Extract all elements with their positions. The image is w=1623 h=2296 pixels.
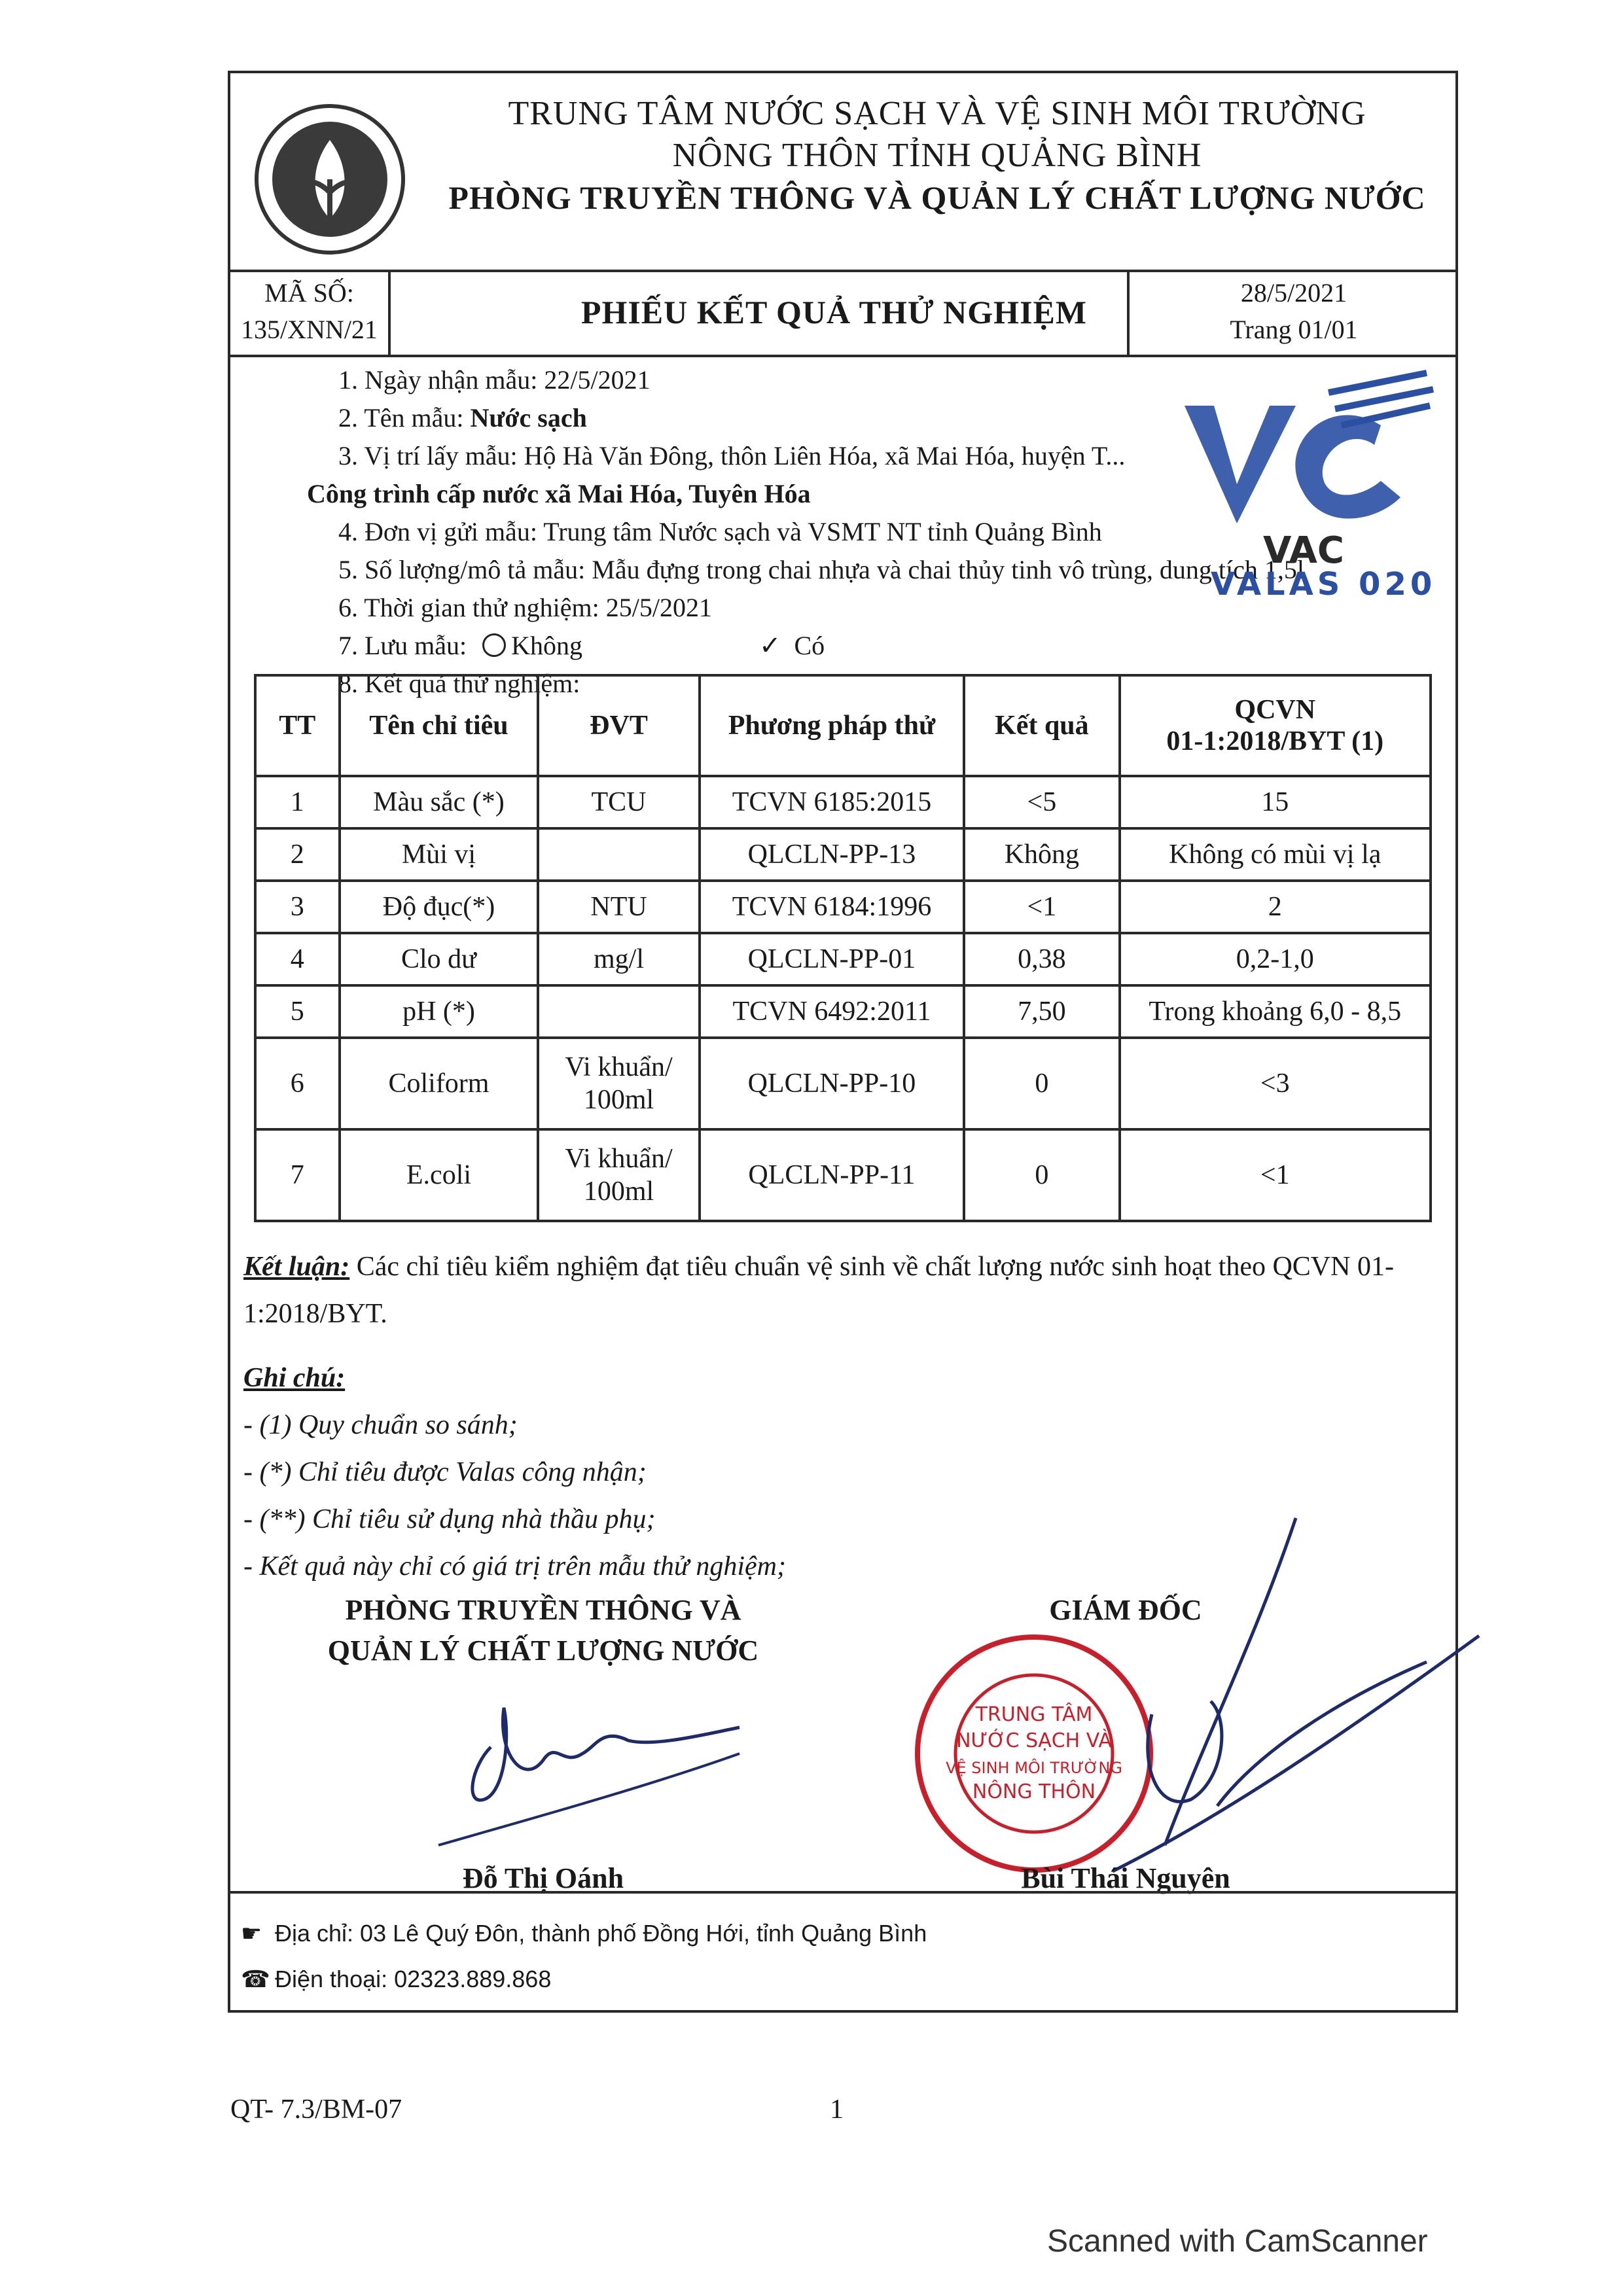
organization-name xyxy=(427,93,1448,219)
document-footer xyxy=(228,1891,1458,2015)
check-icon: ✓ xyxy=(758,631,781,660)
footer-phone xyxy=(241,1966,551,1993)
cell-tt: 5 xyxy=(255,985,340,1038)
form-code: QT- 7.3/BM-07 xyxy=(230,2094,402,2125)
header-method: Phương pháp thử xyxy=(700,675,965,776)
results-table xyxy=(254,674,1432,1222)
cell-standard: <3 xyxy=(1120,1038,1431,1129)
code-label: MÃ SỐ: xyxy=(264,278,354,308)
storage-label: 7. Lưu mẫu: xyxy=(338,631,467,660)
cell-method: QLCLN-PP-01 xyxy=(700,933,965,985)
right-title: GIÁM ĐỐC xyxy=(1049,1594,1202,1626)
header-parameter: Tên chỉ tiêu xyxy=(340,675,539,776)
title-row xyxy=(230,270,1455,357)
header-standard-line1: QCVN xyxy=(1234,695,1316,725)
address-text: Địa chỉ: 03 Lê Quý Đôn, thành phố Đồng Hới, tỉnh Quảng Bình xyxy=(275,1920,927,1947)
cell-unit xyxy=(538,828,699,881)
cell-method: TCVN 6492:2011 xyxy=(700,985,965,1038)
note-item: - (1) Quy chuẩn so sánh; xyxy=(243,1410,518,1440)
header-standard xyxy=(1120,675,1431,776)
table-row xyxy=(255,1038,1431,1129)
storage-yes: Có xyxy=(794,631,825,660)
cell-standard: 15 xyxy=(1120,776,1431,828)
cell-parameter: pH (*) xyxy=(340,985,539,1038)
left-title-line1: PHÒNG TRUYỀN THÔNG VÀ xyxy=(345,1594,741,1626)
vac-accreditation-logo xyxy=(1165,366,1440,569)
info-line-4: 4. Đơn vị gửi mẫu: Trung tâm Nước sạch và VSMT NT tỉnh Quảng Bình xyxy=(338,517,1102,546)
cell-tt: 2 xyxy=(255,828,340,881)
right-signer-name: Bùi Thái Nguyên xyxy=(1021,1862,1230,1894)
organization-logo xyxy=(251,101,408,258)
cell-tt: 3 xyxy=(255,881,340,933)
code-value: 135/XNN/21 xyxy=(241,315,378,344)
note-item: - (*) Chỉ tiêu được Valas công nhận; xyxy=(243,1457,647,1487)
left-title-line2: QUẢN LÝ CHẤT LƯỢNG NƯỚC xyxy=(327,1634,759,1667)
cell-unit: Vi khuẩn/ 100ml xyxy=(538,1129,699,1221)
info-line-1: 1. Ngày nhận mẫu: 22/5/2021 xyxy=(338,365,651,395)
footer-address xyxy=(241,1920,927,1947)
table-row xyxy=(255,985,1431,1038)
right-signature xyxy=(1086,1505,1492,1898)
cell-result: Không xyxy=(964,828,1119,881)
valas-code: VALAS 020 xyxy=(1211,566,1436,603)
svg-text:VỆ SINH MÔI TRƯỜNG: VỆ SINH MÔI TRƯỜNG xyxy=(946,1759,1122,1777)
conclusion xyxy=(243,1243,1441,1337)
left-signature xyxy=(432,1688,798,1858)
cell-standard: Không có mùi vị lạ xyxy=(1120,828,1431,881)
document-code xyxy=(230,270,391,355)
org-line-1: TRUNG TÂM NƯỚC SẠCH VÀ VỆ SINH MÔI TRƯỜNG xyxy=(508,95,1366,132)
header-result: Kết quả xyxy=(964,675,1119,776)
org-line-2: NÔNG THÔN TỈNH QUẢNG BÌNH xyxy=(672,137,1202,174)
cell-standard: <1 xyxy=(1120,1129,1431,1221)
svg-text:NÔNG THÔN: NÔNG THÔN xyxy=(972,1780,1096,1803)
cell-parameter: Clo dư xyxy=(340,933,539,985)
date-page-cell xyxy=(1127,270,1458,355)
storage-no: Không xyxy=(511,631,582,660)
department-name: PHÒNG TRUYỀN THÔNG VÀ QUẢN LÝ CHẤT LƯỢNG NƯỚC xyxy=(448,179,1426,216)
table-row xyxy=(255,881,1431,933)
cell-unit: Vi khuẩn/ 100ml xyxy=(538,1038,699,1129)
phone-icon: ☎ xyxy=(241,1966,270,1992)
cell-standard: Trong khoảng 6,0 - 8,5 xyxy=(1120,985,1431,1038)
radio-icon xyxy=(482,633,506,657)
conclusion-label: Kết luận: xyxy=(243,1252,350,1282)
issue-date: 28/5/2021 xyxy=(1240,278,1347,308)
cell-method: QLCLN-PP-11 xyxy=(700,1129,965,1221)
header-unit: ĐVT xyxy=(538,675,699,776)
note-item: - Kết quả này chỉ có giá trị trên mẫu thử nghiệm; xyxy=(243,1551,786,1581)
scanner-watermark: Scanned with CamScanner xyxy=(1047,2224,1428,2259)
vac-mark: VAC xyxy=(1263,529,1344,569)
cell-result: 0 xyxy=(964,1038,1119,1129)
cell-parameter: Màu sắc (*) xyxy=(340,776,539,828)
left-signature-block xyxy=(288,1590,798,1671)
info-line-6: 6. Thời gian thử nghiệm: 25/5/2021 xyxy=(338,593,712,622)
info-line-8: 8. Kết quả thử nghiệm: xyxy=(338,669,580,698)
header-tt: TT xyxy=(255,675,340,776)
note-item: - (**) Chỉ tiêu sử dụng nhà thầu phụ; xyxy=(243,1504,656,1534)
notes-label: Ghi chú: xyxy=(243,1363,346,1393)
table-row xyxy=(255,933,1431,985)
cell-parameter: Coliform xyxy=(340,1038,539,1129)
cell-method: TCVN 6184:1996 xyxy=(700,881,965,933)
table-row xyxy=(255,776,1431,828)
cell-method: QLCLN-PP-10 xyxy=(700,1038,965,1129)
cell-tt: 7 xyxy=(255,1129,340,1221)
cell-result: 7,50 xyxy=(964,985,1119,1038)
cell-tt: 6 xyxy=(255,1038,340,1129)
header-standard-line2: 01-1:2018/BYT (1) xyxy=(1166,726,1384,756)
table-row xyxy=(255,828,1431,881)
sample-name-value: Nước sạch xyxy=(470,403,587,433)
left-signer-name: Đỗ Thị Oánh xyxy=(462,1862,624,1894)
conclusion-text: Các chỉ tiêu kiểm nghiệm đạt tiêu chuẩn vệ sinh về chất lượng nước sinh hoạt theo QCVN 01-1:2018/BYT. xyxy=(243,1252,1394,1329)
table-header-row xyxy=(255,675,1431,776)
svg-text:NƯỚC SẠCH VÀ: NƯỚC SẠCH VÀ xyxy=(956,1729,1112,1752)
document-header xyxy=(230,73,1455,272)
info-line-3b: Công trình cấp nước xã Mai Hóa, Tuyên Hóa xyxy=(307,479,811,508)
phone-text: Điện thoại: 02323.889.868 xyxy=(275,1966,552,1992)
cell-parameter: Mùi vị xyxy=(340,828,539,881)
sample-name-label: 2. Tên mẫu: xyxy=(338,403,471,433)
info-line-3: 3. Vị trí lấy mẫu: Hộ Hà Văn Đông, thôn Liên Hóa, xã Mai Hóa, huyện T... xyxy=(338,441,1126,470)
cell-parameter: E.coli xyxy=(340,1129,539,1221)
info-line-7 xyxy=(338,627,1359,665)
page-label: Trang 01/01 xyxy=(1230,315,1358,344)
cell-parameter: Độ đục(*) xyxy=(340,881,539,933)
cell-unit: NTU xyxy=(538,881,699,933)
cell-standard: 2 xyxy=(1120,881,1431,933)
cell-unit: TCU xyxy=(538,776,699,828)
cell-result: <1 xyxy=(964,881,1119,933)
cell-method: QLCLN-PP-13 xyxy=(700,828,965,881)
table-row xyxy=(255,1129,1431,1221)
cell-result: <5 xyxy=(964,776,1119,828)
cell-result: 0 xyxy=(964,1129,1119,1221)
info-line-5: 5. Số lượng/mô tả mẫu: Mẫu đựng trong chai nhựa và chai thủy tinh vô trùng, dung tích 1,5l xyxy=(338,555,1304,584)
cell-method: TCVN 6185:2015 xyxy=(700,776,965,828)
cell-result: 0,38 xyxy=(964,933,1119,985)
cell-unit xyxy=(538,985,699,1038)
cell-unit: mg/l xyxy=(538,933,699,985)
cell-standard: 0,2-1,0 xyxy=(1120,933,1431,985)
svg-text:TRUNG TÂM: TRUNG TÂM xyxy=(975,1703,1093,1726)
page-number: 1 xyxy=(830,2094,844,2125)
cell-tt: 4 xyxy=(255,933,340,985)
pointer-icon: ☛ xyxy=(241,1920,262,1947)
cell-tt: 1 xyxy=(255,776,340,828)
document-title: PHIẾU KẾT QUẢ THỬ NGHIỆM xyxy=(580,294,1088,330)
